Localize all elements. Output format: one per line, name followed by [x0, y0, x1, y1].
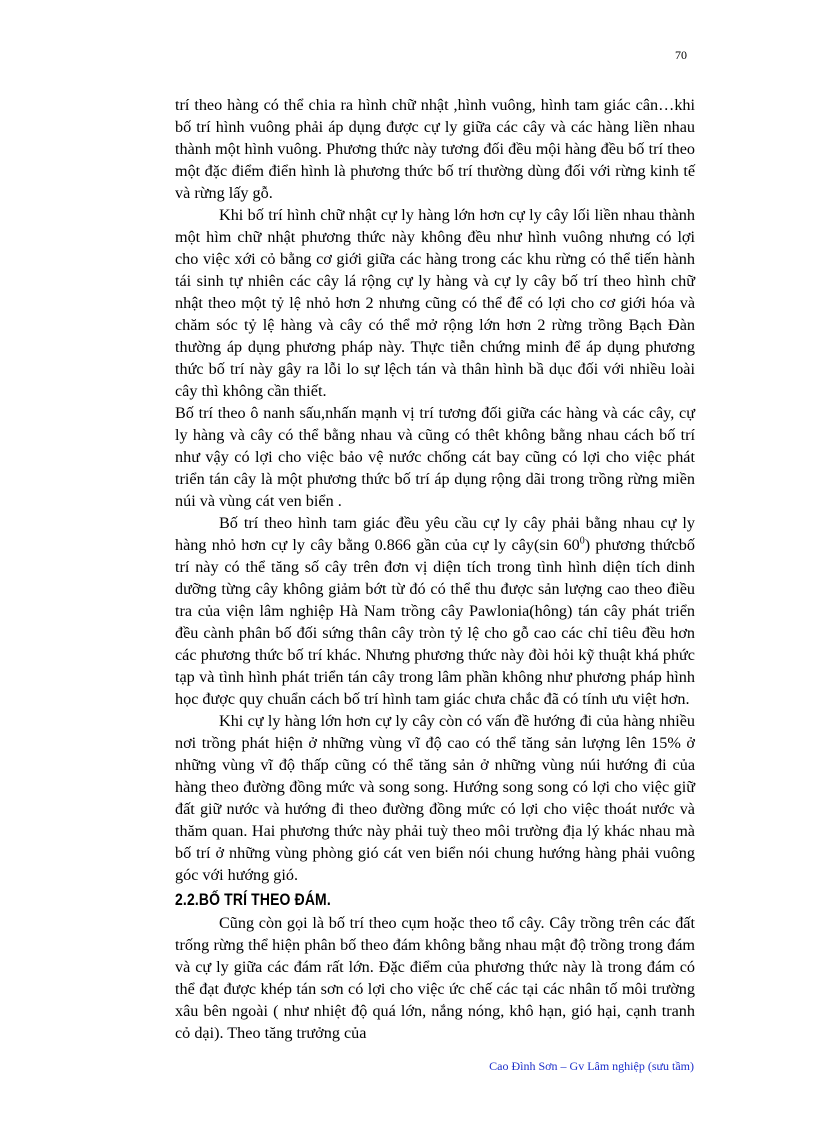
paragraph-staggered-layout: Bố trí theo ô nanh sấu,nhấn mạnh vị trí tương đối giữa các hàng và các cây, cự ly hàng và cây có thể bằng nhau và cũng có thêt không bằng nhau cách bố trí như vậy có lợi cho việc bảo vệ nước chống cát bay cũng có lợi cho việc phát triển tán cây là một phương thức bố trí áp dụng rộng dãi trong trồng rừng miền núi và vùng cát ven biển .	[175, 404, 695, 510]
page-number: 70	[675, 48, 687, 62]
section-heading: 2.2.BỐ TRÍ THEO ĐÁM.	[175, 890, 331, 909]
document-body	[175, 94, 695, 1044]
triangle-text-part-1: Bố trí theo hình tam giác đều yêu cầu cự ly cây phải bằng nhau cự ly hàng nhỏ hơn cự ly cây bằng 0.866 gần của cự ly cây(sin 60	[175, 514, 695, 554]
paragraph-rectangle-layout: Khi bố trí hình chữ nhật cự ly hàng lớn hơn cự ly cây lối liền nhau thành một hìm chữ nhật phương thức này không đều như hình vuông nhưng có lợi cho việc xới cỏ bằng cơ giới giữa các hàng trong các khu rừng có thể tiến hành tái sinh tự nhiên các cây lá rộng cự ly hàng và cự ly cây bố trí theo hình chữ nhật theo một tỷ lệ nhỏ hơn 2 nhưng cũng có thể để có lợi cho cơ giới hóa và chăm sóc tỷ lệ hàng và cây có thể mở rộng lớn hơn 2 rừng trồng Bạch Đàn thường áp dụng phương pháp này. Thực tiễn chứng minh để áp dụng phương thức bố trí này gây ra lỗi lo sự lệch tán và thân hình bầ dục đối với nhiều loài cây thì không cần thiết.	[175, 206, 695, 400]
triangle-text-part-2: ) phương thứcbố trí này có thể tăng số cây trên đơn vị diện tích trong tình hình diện tích dinh dưỡng từng cây không giảm bớt từ đó có thể thu được sản lượng cao theo điều tra của viện lâm nghiệp Hà Nam trồng cây Pawlonia(hông) tán cây phát triển đều cành phân bố đối sứng thân cây tròn tỷ lệ cho gỗ cao các chỉ tiêu đều hơn các phương thức bố trí khác. Nhưng phương thức này đòi hỏi kỹ thuật khá phức tạp và tình hình phát triển tán cây trong lâm phần không như phương pháp hình học được quy chuẩn cách bố trí hình tam giác chưa chắc đã có tính ưu việt hơn.	[175, 536, 695, 708]
paragraph-triangle-layout	[175, 512, 695, 710]
paragraph-cluster-layout: Cũng còn gọi là bố trí theo cụm hoặc theo tổ cây. Cây trồng trên các đất trống rừng thể hiện phân bố theo đám không bằng nhau mật độ trồng trong đám và cự ly giữa các đám rất lớn. Đặc điểm của phương thức này là trong đám có thể đạt được khép tán sơn có lợi cho việc ức chế các tại các nhân tố môi trường xâu bên ngoài ( như nhiệt độ quá lớn, nắng nóng, khô hạn, gió hại, cạnh tranh cỏ dại). Theo tăng trưởng của	[175, 914, 695, 1042]
paragraph-row-layout: trí theo hàng có thể chia ra hình chữ nhật ,hình vuông, hình tam giác cân…khi bố trí hình vuông phải áp dụng được cự ly giữa các cây và các hàng liền nhau thành một hình vuông. Phương thức này tương đối đều mội hàng đều bố trí theo một đặc điểm điển hình là phương thức bố trí thường dùng đối với rừng kinh tế và rừng lấy gỗ.	[175, 96, 695, 202]
footer-author: Cao Đình Sơn – Gv Lâm nghiệp (sưu tầm)	[489, 1059, 694, 1073]
degree-superscript: 0	[579, 535, 585, 547]
paragraph-row-direction: Khi cự ly hàng lớn hơn cự ly cây còn có vấn đề hướng đi của hàng nhiều nơi trồng phát hiện ở những vùng vĩ độ cao có thể tăng sản lượng lên 15% ở những vùng vĩ độ thấp cũng có thể tăng sản ở những vùng núi hướng đi của hàng theo đường đồng mức và song song. Hướng song song có lợi cho việc giữ đất giữ nước và hướng đi theo đường đồng mức có lợi cho việc thoát nước và thăm quan. Hai phương thức này phải tuỳ theo môi trường địa lý khác nhau mà bố trí ở những vùng phòng gió cát ven biển nói chung hướng hàng phải vuông góc với hướng gió.	[175, 712, 695, 884]
